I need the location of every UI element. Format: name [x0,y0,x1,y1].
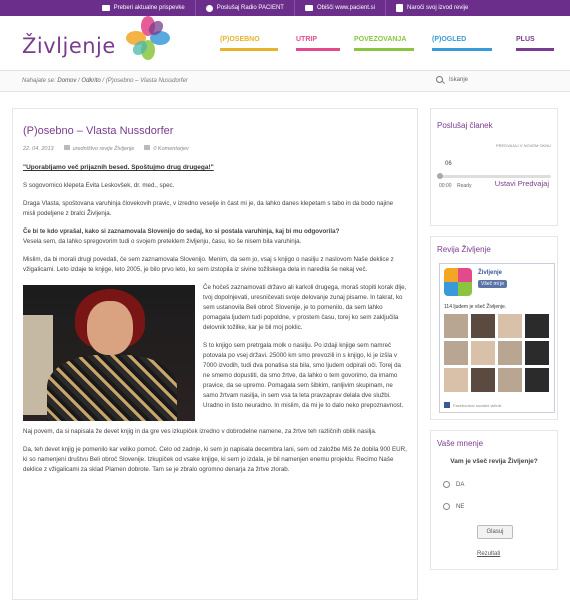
facebook-icon [444,402,450,408]
listen-widget [430,108,558,226]
poll-widget [430,430,558,570]
author-name: uredništvo revije Življenje [72,146,135,152]
facebook-widget [430,236,558,420]
nav-item-pogled[interactable] [432,36,466,47]
option-label: DA [456,481,465,488]
search-icon [436,76,443,83]
nav-label: (P)OGLED [432,36,467,43]
site-logo[interactable] [22,18,182,62]
nav-underline [296,48,340,51]
poll-option-yes[interactable] [443,481,464,488]
avatar[interactable] [525,368,549,392]
search-input[interactable] [436,76,468,83]
avatar[interactable] [498,341,522,365]
nav-underline [220,48,278,51]
monitor-icon [102,5,110,11]
avatar[interactable] [471,341,495,365]
topbar-label: Poslušaj Radio PACIENT [216,5,284,11]
nav-item-posebno[interactable] [220,36,260,47]
nav-item-povezovanja[interactable] [354,36,406,47]
listen-title: Poslušaj članek [437,121,493,130]
player-status: Ready [457,183,472,189]
nav-label: PLUS [516,36,535,43]
radio-button[interactable] [443,481,450,488]
avatar[interactable] [471,314,495,338]
fb-footer [444,402,501,408]
brand-name: Življenje [22,34,116,58]
breadcrumb: Nahajate se: Domov / Odkrito / (P)osebno – Vlasta Nussdorfer [22,78,188,84]
option-label: NE [456,503,465,510]
results-link[interactable]: Rezultati [477,551,501,557]
article-paragraph: Draga Vlasta, spoštovana varuhinja človekovih pravic, v izredno veselje in čast mi je, da lahko danes klepetam s tabo in da bodo najine misli podeljene z bralci Življenja. [23,200,394,217]
fb-page-name[interactable]: Življenje [478,270,503,276]
player-scrubber[interactable] [437,173,443,179]
article-paragraph: Naj povem, da si napisala že devet knjig in da gre ves izkupiček izredno v dobrodelne namene, za žrtve teh različnih oblik nasilja. [23,428,377,435]
article-paragraph: Da, teh devet knjig je pomenilo kar veliko pomoč. Celo od zadnje, ki sem jo napisala decembra lani, sem od založbe Miš že dobila 900 EUR, ki so namenjeni društvu Beli obroč Slovenije. Izkupiček od vsake knjige, ki sem jo izdala, je bil namenjen enemu projektu. Recimo Naše deklice z vžigalicami za sklad Plamen dobrote. Tam se je zbralo ogromno denarja za žrtve zlorab. [23,446,407,473]
topbar-link-subscribe[interactable] [385,0,478,16]
topbar-label: Preberi aktualne prispevke [113,5,185,11]
article-paragraph: S to knjigo sem pretrgala molk o nasilju. Po izdaji knjige sem namreč potovala po vsej državi. 25000 km smo prevozili in s knjigo, ki je izšla v 7000 izvodih, tudi dva ponatisa sta bila, smo ljudem odpirali oči. Torej da ne smemo dopustiti, da smo žrtve, da lahko o tem govorimo, da imamo pravice, da se upremo. Pomagala sem šibkim, ranljivim skupinam, ne samo žrtvam nasilja, in sem vsa ta leta pravzaprav delala dve službi. Uradno in tisto neuradno. In mislim, da mi je to dalo neko prepoznavnost. [203,342,404,409]
poll-title: Vaše mnenje [437,439,484,448]
search-placeholder: Iskanje [449,76,469,83]
interview-question: Če bi te kdo vprašal, kako si zaznamovala Slovenijo do sedaj, ko si postala varuhinja, kaj bi mu odgovorila? [23,228,340,235]
flower-logo-icon [126,16,170,60]
article [12,108,418,600]
topbar-link-radio[interactable] [195,0,294,16]
breadcrumb-section[interactable]: Odkrito [81,78,101,84]
avatar[interactable] [498,368,522,392]
player-progress[interactable] [437,175,551,178]
nav-item-plus[interactable] [516,36,535,47]
nav-label: UTRIP [296,36,317,43]
nav-label: POVEZOVANJA [354,36,407,43]
avatar[interactable] [444,314,468,338]
article-paragraph: Vesela sem, da lahko spregovorim tudi o svojem preteklem življenju, času, ko še nisem bila varuhinja. [23,238,302,245]
avatar[interactable] [525,341,549,365]
article-author[interactable] [64,145,135,152]
radio-button[interactable] [443,503,450,510]
topbar-link-site[interactable] [294,0,385,16]
nav-item-utrip[interactable] [296,36,317,47]
topbar-link-articles[interactable] [92,0,195,16]
topbar-label: Naroči svoj izvod revije [406,5,469,11]
fb-fans-grid [444,314,552,392]
nav-underline [354,48,414,51]
fb-like-count: 114 ljudem je všeč Življenje. [444,304,507,310]
article-comments[interactable] [144,145,188,152]
article-paragraph: S sogovornico klepeta Evita Leskovšek, dr. med., spec. [23,182,175,189]
fb-widget-title: Revija Življenje [437,245,491,254]
magazine-icon [396,4,403,12]
comment-icon [144,145,150,150]
screen-icon [305,5,313,11]
avatar[interactable] [525,314,549,338]
article-title: (P)osebno – Vlasta Nussdorfer [23,125,174,137]
comments-count: 0 Komentarjev [153,146,189,152]
article-meta [23,145,407,152]
author-icon [64,145,70,150]
fb-footer-text: Facebookov socialni vtičnik [453,402,502,408]
nav-label: (P)OSEBNO [220,36,260,43]
portrait-photo [23,285,195,421]
avatar[interactable] [444,368,468,392]
article-paragraph: Če hočeš zaznamovati državo ali karkoli drugega, moraš stopiti korak dlje, tvoj dopolnjevati, uresničevati svoje delovanje zunaj pisarne. In takrat, ko sem ustanovila Beli obroč Slovenije, je to pomenilo, da sem lahko pomagala ljudem tudi popoldne, v prostem času, torej ko sem zaključila delovnik tožilke, kar je bil moj poklic. [203,284,407,331]
page-logo-icon[interactable] [444,268,472,296]
topbar-label: Obišči www.pacient.si [316,5,375,11]
avatar[interactable] [444,341,468,365]
player-volume: 06 [445,161,452,167]
player-elapsed: 00:00 [439,183,452,189]
fb-like-button[interactable]: Všeč mi je [478,280,507,288]
player-play-button[interactable]: Ustavi Predvajaj [494,179,549,188]
breadcrumb-home[interactable]: Domov [57,78,77,84]
vote-button[interactable]: Glasuj [477,525,513,539]
open-new-window-link[interactable]: PREDVAJAJ V NOVEM OKNU [495,143,551,148]
nav-underline [516,48,554,51]
top-bar [0,0,570,16]
nav-underline [432,48,492,51]
breadcrumb-prefix: Nahajate se: [22,78,56,84]
article-lead: "Uporabljamo več prijaznih besed. Spoštujmo drug drugega!" [23,164,214,171]
poll-question: Vam je všeč revija Življenje? [450,458,538,465]
article-date: 22. 04. 2013 [23,145,54,152]
poll-option-no[interactable] [443,503,464,510]
avatar[interactable] [471,368,495,392]
article-paragraph: Mislim, da bi morali drugi povedati, če sem zaznamovala Slovenijo. Menim, da sem jo, vsaj s knjigo o nasilju z naslovom Naše deklice z vžigalicami. Leto izdaje te knjige, leto 2005, je bilo prvo leto, ko sem izstopila iz sivine tožilskega dela in naredila še nekaj več. [23,256,394,273]
breadcrumb-current: (P)osebno – Vlasta Nussdorfer [105,78,188,84]
avatar[interactable] [498,314,522,338]
fb-like-box [439,263,555,413]
breadcrumb-bar [0,70,570,92]
radio-icon [206,5,213,12]
